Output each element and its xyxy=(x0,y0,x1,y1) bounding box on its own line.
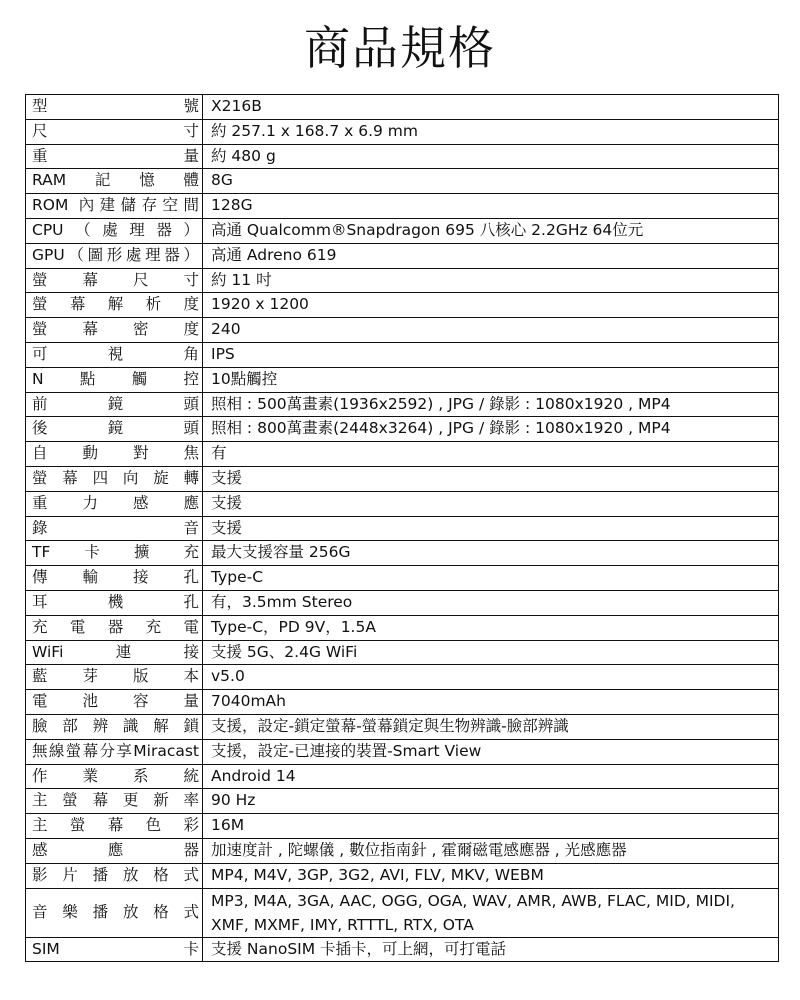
spec-label: 充電器充電 xyxy=(26,615,203,640)
spec-label: 型號 xyxy=(26,95,203,120)
spec-label: SIM卡 xyxy=(26,937,203,962)
spec-label: N點觸控 xyxy=(26,367,203,392)
spec-label: 音樂播放格式 xyxy=(26,888,203,937)
spec-row xyxy=(26,268,779,293)
spec-row xyxy=(26,516,779,541)
spec-row xyxy=(26,863,779,888)
spec-row xyxy=(26,318,779,343)
spec-value: IPS xyxy=(203,342,779,367)
spec-value: 高通 Adreno 619 xyxy=(203,243,779,268)
spec-value: Type-C，PD 9V，1.5A xyxy=(203,615,779,640)
spec-label: 耳機孔 xyxy=(26,590,203,615)
spec-row xyxy=(26,417,779,442)
spec-value: 照相 : 800萬畫素(2448x3264) , JPG / 錄影 : 1080x1920 , MP4 xyxy=(203,417,779,442)
spec-label: WiFi連接 xyxy=(26,640,203,665)
spec-label: 臉部辨識解鎖 xyxy=(26,714,203,739)
spec-label: ROM 內建儲存空間 xyxy=(26,194,203,219)
spec-label: 自動對焦 xyxy=(26,442,203,467)
spec-value: 高通 Qualcomm®Snapdragon 695 八核心 2.2GHz 64位元 xyxy=(203,218,779,243)
spec-row xyxy=(26,342,779,367)
spec-label: 作業系統 xyxy=(26,764,203,789)
spec-label: 傳輸接孔 xyxy=(26,566,203,591)
spec-value: 10點觸控 xyxy=(203,367,779,392)
spec-value: 有 xyxy=(203,442,779,467)
spec-value: 支援 NanoSIM 卡插卡，可上網，可打電話 xyxy=(203,937,779,962)
spec-row xyxy=(26,640,779,665)
spec-label: TF卡擴充 xyxy=(26,541,203,566)
spec-row xyxy=(26,789,779,814)
spec-row xyxy=(26,838,779,863)
spec-label: 電池容量 xyxy=(26,690,203,715)
spec-value: 支援 xyxy=(203,516,779,541)
spec-label: 重量 xyxy=(26,144,203,169)
spec-row xyxy=(26,293,779,318)
spec-value: 90 Hz xyxy=(203,789,779,814)
spec-value: 支援，設定-已連接的裝置-Smart View xyxy=(203,739,779,764)
spec-row xyxy=(26,218,779,243)
spec-row xyxy=(26,194,779,219)
spec-row xyxy=(26,714,779,739)
spec-row xyxy=(26,95,779,120)
spec-row xyxy=(26,665,779,690)
spec-row xyxy=(26,367,779,392)
spec-value: 約 257.1 x 168.7 x 6.9 mm xyxy=(203,119,779,144)
spec-value: 8G xyxy=(203,169,779,194)
spec-value: 7040mAh xyxy=(203,690,779,715)
spec-row xyxy=(26,392,779,417)
spec-row xyxy=(26,243,779,268)
spec-label: 主螢幕更新率 xyxy=(26,789,203,814)
spec-row xyxy=(26,491,779,516)
spec-label: GPU（圖形處理器） xyxy=(26,243,203,268)
spec-label: 無線螢幕分享Miracast xyxy=(26,739,203,764)
spec-row xyxy=(26,739,779,764)
spec-value: Type-C xyxy=(203,566,779,591)
spec-row xyxy=(26,541,779,566)
spec-row xyxy=(26,590,779,615)
spec-label: 螢幕四向旋轉 xyxy=(26,466,203,491)
spec-label: RAM記憶體 xyxy=(26,169,203,194)
spec-value: 支援，設定-鎖定螢幕-螢幕鎖定與生物辨識-臉部辨識 xyxy=(203,714,779,739)
spec-row xyxy=(26,888,779,937)
spec-label: 可視角 xyxy=(26,342,203,367)
spec-label: 錄音 xyxy=(26,516,203,541)
spec-value: 最大支援容量 256G xyxy=(203,541,779,566)
spec-value: 有，3.5mm Stereo xyxy=(203,590,779,615)
spec-label: 主螢幕色彩 xyxy=(26,814,203,839)
spec-value: 240 xyxy=(203,318,779,343)
spec-table-body xyxy=(26,95,779,962)
spec-value: 支援 xyxy=(203,466,779,491)
spec-value: 128G xyxy=(203,194,779,219)
spec-label: 感應器 xyxy=(26,838,203,863)
spec-label: 後鏡頭 xyxy=(26,417,203,442)
spec-value-line: MP3, M4A, 3GA, AAC, OGG, OGA, WAV, AMR, AWB, FLAC, MID, MIDI, xyxy=(211,891,735,910)
spec-row xyxy=(26,814,779,839)
spec-row xyxy=(26,566,779,591)
spec-value: 加速度計 , 陀螺儀 , 數位指南針 , 霍爾磁電感應器 , 光感應器 xyxy=(203,838,779,863)
spec-label: 影片播放格式 xyxy=(26,863,203,888)
spec-row xyxy=(26,466,779,491)
spec-value: 約 480 g xyxy=(203,144,779,169)
spec-label: 螢幕解析度 xyxy=(26,293,203,318)
spec-value: 支援 xyxy=(203,491,779,516)
spec-label: 尺寸 xyxy=(26,119,203,144)
spec-label: 重力感應 xyxy=(26,491,203,516)
spec-row xyxy=(26,119,779,144)
spec-value: 1920 x 1200 xyxy=(203,293,779,318)
spec-value: 照相 : 500萬畫素(1936x2592) , JPG / 錄影 : 1080x1920 , MP4 xyxy=(203,392,779,417)
spec-label: 螢幕密度 xyxy=(26,318,203,343)
spec-value: Android 14 xyxy=(203,764,779,789)
spec-value-line: XMF, MXMF, IMY, RTTTL, RTX, OTA xyxy=(211,915,474,934)
page-title: 商品規格 xyxy=(304,21,496,75)
spec-row xyxy=(26,615,779,640)
spec-row xyxy=(26,442,779,467)
spec-label: CPU（處理器） xyxy=(26,218,203,243)
spec-label: 藍芽版本 xyxy=(26,665,203,690)
spec-value: 16M xyxy=(203,814,779,839)
spec-value: 支援 5G、2.4G WiFi xyxy=(203,640,779,665)
spec-value: v5.0 xyxy=(203,665,779,690)
spec-label: 螢幕尺寸 xyxy=(26,268,203,293)
spec-table xyxy=(25,94,779,962)
spec-row xyxy=(26,169,779,194)
spec-row xyxy=(26,937,779,962)
spec-value: 約 11 吋 xyxy=(203,268,779,293)
spec-value: X216B xyxy=(203,95,779,120)
spec-value: MP4, M4V, 3GP, 3G2, AVI, FLV, MKV, WEBM xyxy=(203,863,779,888)
spec-label: 前鏡頭 xyxy=(26,392,203,417)
spec-row xyxy=(26,144,779,169)
spec-value xyxy=(203,888,779,937)
spec-row xyxy=(26,764,779,789)
spec-row xyxy=(26,690,779,715)
